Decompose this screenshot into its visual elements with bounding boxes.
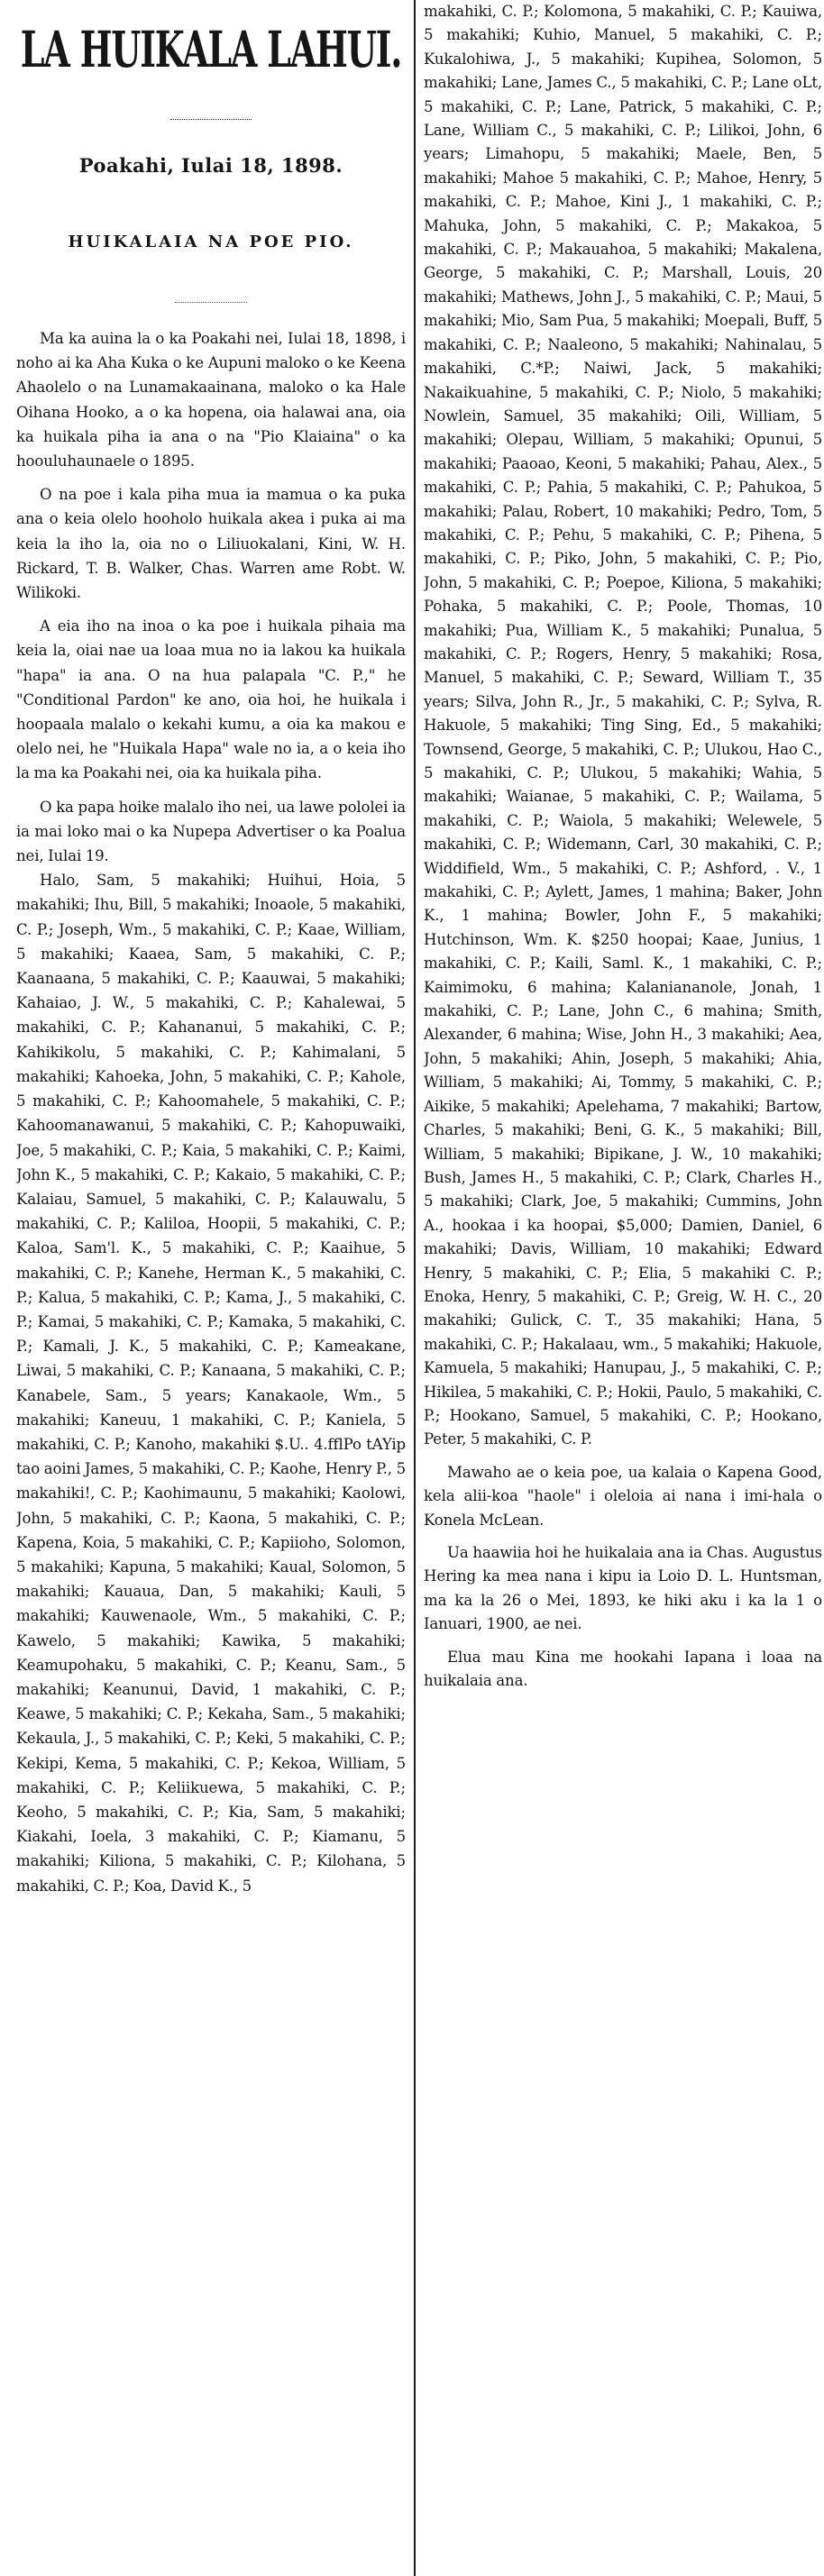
dateline: Poakahi, Iulai 18, 1898.: [78, 154, 343, 177]
paragraph-2: O na poe i kala piha mua ia mamua o ka puka ana o keia olelo hooholo huikala akea i puka ai ma keia la iho la, oia no o Liliuokalani, Kini, W. H. Rickard, T. B. Walker, Chas. Warren ame Robt. W. Wilikoki.: [16, 486, 406, 602]
article-headline: HUIKALAIA NA POE PIO.: [68, 233, 354, 251]
pardon-list-left: Halo, Sam, 5 makahiki; Huihui, Hoia, 5 makahiki; Ihu, Bill, 5 makahiki; Inoaole, 5 makahiki, C. P.; Joseph, Wm., 5 makahiki, C. P.; Kaae, William, 5 makahiki; Kaaea, Sam, 5 makahiki, C. P.; Kaanaana, 5 makahiki, C. P.; Kaauwai, 5 makahiki; Kahaiao, J. W., 5 makahiki, C. P.; Kahalewai, 5 makahiki, C. P.; Kahananui, 5 makahiki, C. P.; Kahikikolu, 5 makahiki, C. P.; Kahimalani, 5 makahiki; Kahoeka, John, 5 makahiki, C. P.; Kahole, 5 makahiki, C. P.; Kahoomahele, 5 makahiki, C. P.; Kahoomanawanui, 5 makahiki, C. P.; Kahopuwaiki, Joe, 5 makahiki, C. P.; Kaia, 5 makahiki, C. P.; Kaimi, John K., 5 makahiki, C. P.; Kakaio, 5 makahiki, C. P.; Kalaiau, Samuel, 5 makahiki, C. P.; Kalauwalu, 5 makahiki, C. P.; Kaliloa, Hoopii, 5 makahiki, C. P.; Kaloa, Sam'l. K., 5 makahiki, C. P.; Kaaihue, 5 makahiki, C. P.; Kanehe, Herman K., 5 makahiki, C. P.; Kalua, 5 makahiki, C. P.; Kama, J., 5 makahiki, C. P.; Kamai, 5 makahiki, C. P.; Kamaka, 5 makahiki, C. P.; Kamali, J. K., 5 makahiki, C. P.; Kameakane, Liwai, 5 makahiki, C. P.; Kanaana, 5 makahiki, C. P.; Kanabele, Sam., 5 years; Kanakaole, Wm., 5 makahiki; Kaneuu, 1 makahiki, C. P.; Kaniela, 5 makahiki, C. P.; Kanoho, makahiki $.U.. 4.fflPo tAYip tao aoini James, 5 makahiki, C. P.; Kaohe, Henry P., 5 makahiki!, C. P.; Kaohimaunu, 5 makahiki; Kaolowi, John, 5 makahiki, C. P.; Kaona, 5 makahiki, C. P.; Kapena, Koia, 5 makahiki, C. P.; Kapiioho, Solomon, 5 makahiki; Kapuna, 5 makahiki; Kaual, Solomon, 5 makahiki; Kauaua, Dan, 5 makahiki; Kauli, 5 makahiki; Kauwenaole, Wm., 5 makahiki, C. P.; Kawelo, 5 makahiki; Kawika, 5 makahiki; Keamupohaku, 5 makahiki, C. P.; Keanu, Sam., 5 makahiki; Keanunui, David, 1 makahiki, C. P.; Keawe, 5 makahiki; C. P.; Kekaha, Sam., 5 makahiki; Kekaula, J., 5 makahiki, C. P.; Keki, 5 makahiki, C. P.; Kekipi, Kema, 5 makahiki, C. P.; Kekoa, William, 5 makahiki, C. P.; Keliikuewa, 5 makahiki, C. P.; Keoho, 5 makahiki, C. P.; Kia, Sam, 5 makahiki; Kiakahi, Ioela, 3 makahiki, C. P.; Kiamanu, 5 makahiki; Kiliona, 5 makahiki, C. P.; Kilohana, 5 makahiki, C. P.; Koa, David K., 5: [16, 872, 406, 1895]
column-divider: [414, 0, 416, 2576]
paragraph-4: O ka papa hoike malalo iho nei, ua lawe pololei ia ia mai loko mai o ka Nupepa Advertiser o ka Poalua nei, Iulai 19.: [16, 798, 406, 865]
pardon-list-right: makahiki, C. P.; Kolomona, 5 makahiki, C. P.; Kauiwa, 5 makahiki; Kuhio, Manuel, 5 makahiki, C. P.; Kukalohiwa, J., 5 makahiki; Kupihea, Solomon, 5 makahiki; Lane, James C., 5 makahiki, C. P.; Lane oLt, 5 makahiki, C. P.; Lane, Patrick, 5 makahiki, C. P.; Lane, William C., 5 makahiki, C. P.; Lilikoi, John, 6 years; Limahopu, 5 makahiki; Maele, Ben, 5 makahiki; Mahoe 5 makahiki, C. P.; Mahoe, Henry, 5 makahiki, C. P.; Mahoe, Kini J., 1 makahiki, C. P.; Mahuka, John, 5 makahiki, C. P.; Makakoa, 5 makahiki, C. P.; Makauahoa, 5 makahiki; Makalena, George, 5 makahiki, C. P.; Marshall, Louis, 20 makahiki; Mathews, John J., 5 makahiki, C. P.; Maui, 5 makahiki; Mio, Sam Pua, 5 makahiki; Moepali, Buff, 5 makahiki, C. P.; Naaleono, 5 makahiki; Nahinalau, 5 makahiki, C.*P.; Naiwi, Jack, 5 makahiki; Nakaikuahine, 5 makahiki, C. P.; Niolo, 5 makahiki; Nowlein, Samuel, 35 makahiki; Oili, William, 5 makahiki; Olepau, William, 5 makahiki; Opunui, 5 makahiki; Paaoao, Keoni, 5 makahiki; Pahau, Alex., 5 makahiki, C. P.; Pahia, 5 makahiki, C. P.; Pahukoa, 5 makahiki; Palau, Robert, 10 makahiki; Pedro, Tom, 5 makahiki, C. P.; Pehu, 5 makahiki, C. P.; Pihena, 5 makahiki, C. P.; Piko, John, 5 makahiki, C. P.; Pio, John, 5 makahiki, C. P.; Poepoe, Kiliona, 5 makahiki; Pohaka, 5 makahiki, C. P.; Poole, Thomas, 10 makahiki; Pua, William K., 5 makahiki; Punalua, 5 makahiki, C. P.; Rogers, Henry, 5 makahiki; Rosa, Manuel, 5 makahiki, C. P.; Seward, William T., 35 years; Silva, John R., Jr., 5 makahiki, C. P.; Sylva, R. Hakuole, 5 makahiki; Ting Sing, Ed., 5 makahiki; Townsend, George, 5 makahiki, C. P.; Ulukou, Hao C., 5 makahiki, C. P.; Ulukou, 5 makahiki; Wahia, 5 makahiki; Waianae, 5 makahiki, C. P.; Wailama, 5 makahiki, C. P.; Waiola, 5 makahiki; Welewele, 5 makahiki, C. P.; Widemann, Carl, 30 makahiki, C. P.; Widdifield, Wm., 5 makahiki, C. P.; Ashford, . V., 1 makahiki, C. P.; Aylett, James, 1 mahina; Baker, John K., 1 mahina; Bowler, John F., 5 makahiki; Hutchinson, Wm. K. $250 hoopai; Kaae, Junius, 1 makahiki, C. P.; Kaili, Saml. K., 1 makahiki, C. P.; Kaimimoku, 6 mahina; Kalaniananole, Jonah, 1 makahiki, C. P.; Lane, John C., 6 mahina; Smith, Alexander, 6 mahina; Wise, John H., 3 makahiki; Aea, John, 5 makahiki; Ahin, Joseph, 5 makahiki; Ahia, William, 5 makahiki; Ai, Tommy, 5 makahiki, C. P.; Aikike, 5 makahiki; Apelehama, 7 makahiki; Bartow, Charles, 5 makahiki; Beni, G. K., 5 makahiki; Bill, William, 5 makahiki; Bipikane, J. W., 10 makahiki; Bush, James H., 5 makahiki, C. P.; Clark, Charles H., 5 makahiki; Clark, Joe, 5 makahiki; Cummins, John A., hookaa i ka hoopai, $5,000; Damien, Daniel, 6 makahiki; Davis, William, 10 makahiki; Edward Henry, 5 makahiki, C. P.; Elia, 5 makahiki C. P.; Enoka, Henry, 5 makahiki, C. P.; Greig, W. H. C., 20 makahiki; Gulick, C. T., 35 makahiki; Hana, 5 makahiki, C. P.; Hakalaau, wm., 5 makahiki; Hakuole, Kamuela, 5 makahiki; Hanupau, J., 5 makahiki, C. P.; Hikilea, 5 makahiki, C. P.; Hokii, Paulo, 5 makahiki, C. P.; Hookano, Samuel, 5 makahiki, C. P.; Hookano, Peter, 5 makahiki, C. P.: [424, 3, 822, 1448]
closing-paragraph-3: Elua mau Kina me hookahi Iapana i loaa na huikalaia ana.: [424, 1648, 822, 1690]
masthead-title: LA HUIKALA LAHUI.: [20, 20, 402, 79]
right-column: [424, 0, 822, 1693]
paragraph-1: Ma ka auina la o ka Poakahi nei, Iulai 18, 1898, i noho ai ka Aha Kuka o ke Aupuni maloko o ke Keena Ahaolelo o na Lunamakaainana, maloko o ka Hale Oihana Hooko, a o ka hopena, oia halawai ana, oia ka huikala piha ia ana o na "Pio Klaiaina" o ka hoouluhaunaele o 1895.: [16, 330, 406, 470]
paragraph-3: A eia iho na inoa o ka poe i huikala pihaia ma keia la, oiai nae ua loaa mua no ia lakou ka huikala "hapa" ia ana. O na hua palapala "C. P.," he "Conditional Pardon" ke ano, oia hoi, he huikala i hoopaala malalo o kekahi kumu, a oia ka makou e olelo nei, he "Huikala Hapa" wale no ia, a o keia iho la ma ka Poakahi nei, oia ka huikala piha.: [16, 617, 406, 782]
masthead-rule: [170, 119, 252, 120]
closing-paragraph-1: Mawaho ae o keia poe, ua kalaia o Kapena Good, kela alii-koa "haole" i oleloia ai nana i imi-hala o Konela McLean.: [424, 1463, 822, 1529]
left-column: [16, 0, 406, 1898]
closing-paragraph-2: Ua haawiia hoi he huikalaia ana ia Chas. Augustus Hering ka mea nana i kipu ia Loio D. L. Huntsman, ma ka la 26 o Mei, 1893, ke hiki aku i ka la 1 o Ianuari, 1900, ae nei.: [424, 1544, 822, 1633]
